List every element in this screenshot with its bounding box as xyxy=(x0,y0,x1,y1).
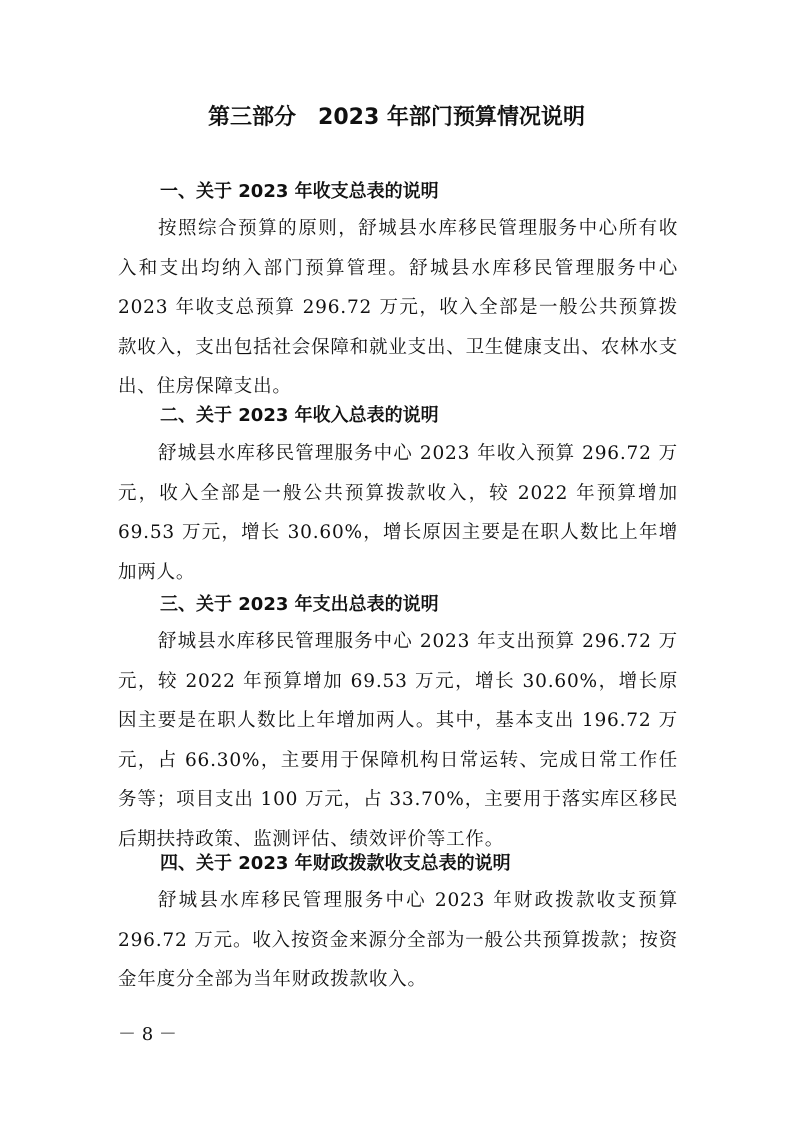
page-title: 第三部分 2023 年部门预算情况说明 xyxy=(208,105,585,130)
section-4-paragraph: 舒城县水库移民管理服务中心 2023 年财政拨款收支预算 296.72 万元。收入按资金来源分全部为一般公共预算拨款；按资金年度分全部为当年财政拨款收入。 xyxy=(118,890,678,990)
section-4-heading: 四、关于 2023 年财政拨款收支总表的说明 xyxy=(160,853,511,874)
section-3-paragraph: 舒城县水库移民管理服务中心 2023 年支出预算 296.72 万元，较 2022 年预算增加 69.53 万元，增长 30.60%，增长原因主要是在职人数比上年增加两人。其中，基本支出 196.72 万元，占 66.30%，主要用于保障机构日常运转、完成日常工作任务等；项目支出 100 万元，占 33.70%，主要用于落实库区移民后期扶持政策、监测评估、绩效评价等工作。 xyxy=(118,631,678,850)
section-1-paragraph: 按照综合预算的原则，舒城县水库移民管理服务中心所有收入和支出均纳入部门预算管理。舒城县水库移民管理服务中心 2023 年收支总预算 296.72 万元，收入全部是一般公共预算拨款收入，支出包括社会保障和就业支出、卫生健康支出、农林水支出、住房保障支出。 xyxy=(118,218,678,397)
page-number: － 8 － xyxy=(118,1024,177,1045)
section-3-heading: 三、关于 2023 年支出总表的说明 xyxy=(160,594,439,615)
section-2-heading: 二、关于 2023 年收入总表的说明 xyxy=(160,405,439,426)
section-1-heading: 一、关于 2023 年收支总表的说明 xyxy=(160,181,439,202)
section-2-paragraph: 舒城县水库移民管理服务中心 2023 年收入预算 296.72 万元，收入全部是一般公共预算拨款收入，较 2022 年预算增加 69.53 万元，增长 30.60%，增长原因主要是在职人数比上年增加两人。 xyxy=(118,443,678,583)
